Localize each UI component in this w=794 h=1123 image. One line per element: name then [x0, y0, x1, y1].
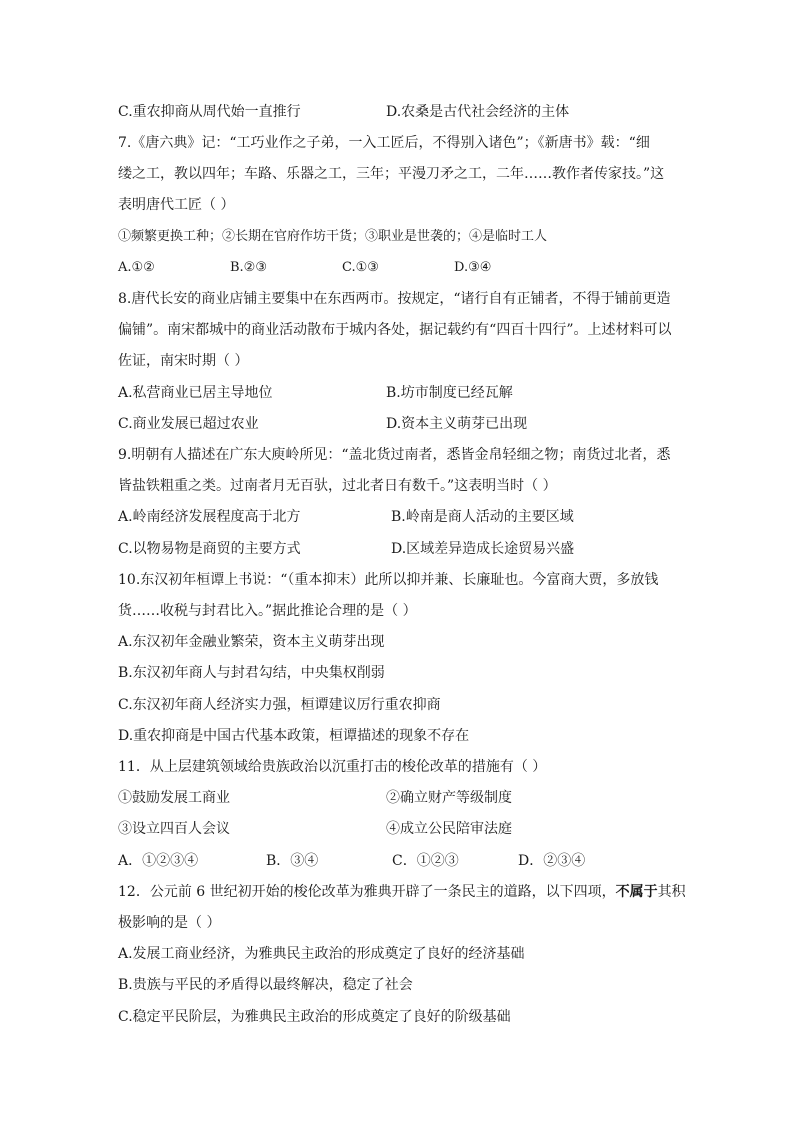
q11-statements-row-2 — [118, 819, 678, 839]
q11-option-d: D．②③④ — [518, 853, 586, 869]
q6-option-d: D.农桑是古代社会经济的主体 — [386, 104, 570, 120]
q8-option-a: A.私营商业已居主导地位 — [118, 385, 273, 401]
q8-stem-line-3: 佐证，南宋时期（ ） — [118, 353, 249, 369]
q11-option-b: B．③④ — [266, 853, 319, 869]
q7-option-c: C.①③ — [342, 260, 379, 275]
q12-emphasis: 不属于 — [615, 884, 658, 900]
q9-option-a: A.岭南经济发展程度高于北方 — [118, 509, 301, 525]
q11-statement-1: ①鼓励发展工商业 — [118, 790, 230, 806]
q9-option-c: C.以物易物是商贸的主要方式 — [118, 541, 301, 557]
q9-stem-line-2: 皆盐铁粗重之类。过南者月无百驮，过北者日有数千。”这表明当时（ ） — [118, 478, 557, 494]
q12-stem-line-1 — [118, 882, 686, 902]
q7-stem-line-1: 7.《唐六典》记：“工巧业作之子弟，一入工匠后，不得别入诸色”；《新唐书》载：“细 — [118, 135, 650, 151]
q9-options-row-2 — [118, 539, 678, 559]
q6-option-c: C.重农抑商从周代始一直推行 — [118, 104, 301, 120]
q7-statements: ①频繁更换工种；②长期在官府作坊干货；③职业是世袭的；④是临时工人 — [118, 229, 548, 244]
q9-option-d: D.区域差异造成长途贸易兴盛 — [391, 541, 575, 557]
q7-stem-line-2: 缕之工，教以四年；车路、乐器之工，三年；平漫刀矛之工，二年……教作者传家技。”这 — [118, 166, 665, 182]
q10-option-c: C.东汉初年商人经济实力强，桓谭建议厉行重农抑商 — [118, 697, 441, 713]
q11-statement-2: ②确立财产等级制度 — [386, 790, 512, 806]
q11-statement-4: ④成立公民陪审法庭 — [386, 821, 512, 837]
q6-options-row — [118, 102, 678, 122]
q8-options-row-2 — [118, 414, 678, 434]
q8-stem-line-2: 偏铺”。南宋都城中的商业活动散布于城内各处，据记载约有“四百十四行”。上述材料可以 — [118, 322, 672, 338]
q12-option-c: C.稳定平民阶层，为雅典民主政治的形成奠定了良好的阶级基础 — [118, 1009, 511, 1025]
q10-stem-line-1: 10.东汉初年桓谭上书说：“（重本抑末）此所以抑并兼、长廉耻也。今富商大贾，多放钱 — [118, 572, 659, 588]
q9-options-row-1 — [118, 507, 678, 527]
q12-stem-tail: 其积 — [657, 884, 686, 900]
q8-option-c: C.商业发展已超过农业 — [118, 416, 259, 432]
q7-option-b: B.②③ — [230, 260, 267, 275]
q10-stem-line-2: 货……收税与封君比入。”据此推论合理的是（ ） — [118, 603, 417, 619]
q7-option-d: D.③④ — [454, 260, 492, 275]
q7-stem-line-3: 表明唐代工匠（ ） — [118, 197, 235, 213]
q10-option-b: B.东汉初年商人与封君勾结，中央集权削弱 — [118, 665, 385, 681]
q11-statement-3: ③设立四百人会议 — [118, 821, 230, 837]
q8-options-row-1 — [118, 383, 678, 403]
q11-statements-row-1 — [118, 788, 678, 808]
q10-option-a: A.东汉初年金融业繁荣，资本主义萌芽出现 — [118, 634, 385, 650]
q7-option-a: A.①② — [118, 260, 155, 275]
q12-option-a: A.发展工商业经济，为雅典民主政治的形成奠定了良好的经济基础 — [118, 946, 525, 962]
q12-option-b: B.贵族与平民的矛盾得以最终解决，稳定了社会 — [118, 977, 413, 993]
q11-option-c: C．①②③ — [392, 853, 459, 869]
q10-option-d: D.重农抑商是中国古代基本政策，桓谭描述的现象不存在 — [118, 728, 470, 744]
q8-stem-line-1: 8.唐代长安的商业店铺主要集中在东西两市。按规定，“诸行自有正铺者，不得于铺前更造 — [118, 291, 671, 307]
q8-option-b: B.坊市制度已经瓦解 — [386, 385, 513, 401]
q12-stem-text: 12．公元前 6 世纪初开始的梭伦改革为雅典开辟了一条民主的道路，以下四项， — [118, 884, 616, 900]
q12-stem-line-2: 极影响的是（ ） — [118, 915, 221, 931]
q9-stem-line-1: 9.明朝有人描述在广东大庾岭所见：“盖北货过南者，悉皆金帛轻细之物；南货过北者，悉 — [118, 447, 671, 463]
q11-option-a: A．①②③④ — [118, 853, 199, 869]
q9-option-b: B.岭南是商人活动的主要区域 — [391, 509, 574, 525]
q8-option-d: D.资本主义萌芽已出现 — [386, 416, 528, 432]
q11-stem: 11．从上层建筑领域给贵族政治以沉重打击的梭伦改革的措施有（ ） — [118, 759, 547, 775]
